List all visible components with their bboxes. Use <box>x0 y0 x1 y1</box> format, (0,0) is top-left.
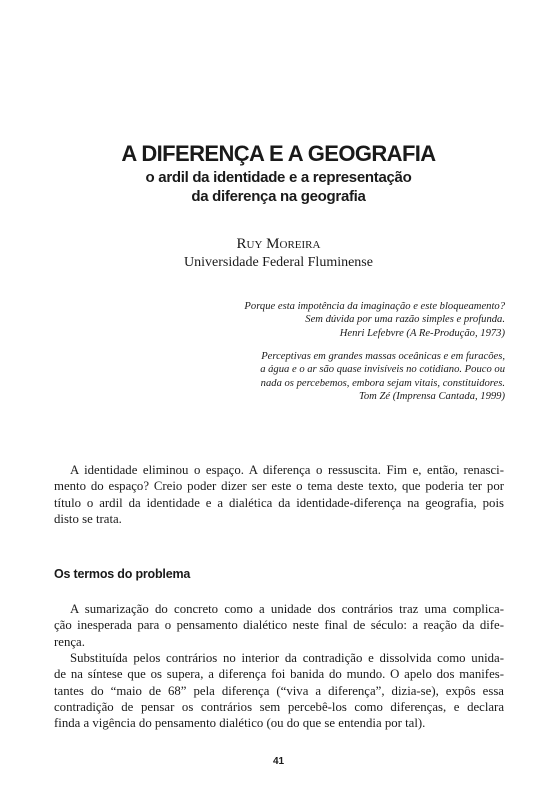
paragraph-line: mento do espaço? Creio poder dizer ser este o tema deste texto, que poderia ter por <box>54 479 504 494</box>
article-subtitle <box>0 168 557 206</box>
paragraph-line: ção inesperada para o pensamento dialético neste final de século: a reação da dife- <box>54 618 504 633</box>
paragraph-line: título o ardil da identidade e a dialética da identidade-diferença na geografia, pois <box>54 495 504 510</box>
paragraph-line: tantes do “maio de 68” pela diferença (“viva a diferença”, dizia-se), expôs essa <box>54 683 504 698</box>
subtitle-line: da diferença na geografia <box>191 188 366 205</box>
page-number: 41 <box>272 756 285 767</box>
intro-paragraph <box>54 462 504 527</box>
section-paragraph <box>54 601 504 650</box>
paragraph-line: A identidade eliminou o espaço. A diferença o ressuscita. Fim e, então, renasci- <box>70 463 504 477</box>
paragraph-line: Substituída pelos contrários no interior da contradição e dissolvida como unida- <box>70 651 504 665</box>
section-paragraph <box>54 650 504 731</box>
section-heading: Os termos do problema <box>54 567 191 581</box>
article-title: A DIFERENÇA E A GEOGRAFIA <box>121 141 436 166</box>
author-affiliation: Universidade Federal Fluminense <box>184 255 373 270</box>
epigraph-line: a água e o ar são quase invisíveis no cotidiano. Pouco ou <box>260 364 505 376</box>
paragraph-line: contradição de pensar os contrários sem percebê-los como diferenças, e declara <box>54 699 504 714</box>
author-name: Ruy Moreira <box>236 236 321 252</box>
epigraph-lefebvre <box>205 300 505 340</box>
epigraph-tom-ze <box>205 350 505 404</box>
paragraph-line: finda a vigência do pensamento dialético (ou do que se entendia por tal). <box>54 716 426 731</box>
paragraph-line: A sumarização do concreto como a unidade dos contrários traz uma complica- <box>70 602 504 616</box>
subtitle-line: o ardil da identidade e a representação <box>145 169 412 186</box>
epigraph-source: Henri Lefebvre (A Re-Produção, 1973) <box>339 327 505 339</box>
epigraph-line: nada os percebemos, embora sejam vitais, constituidores. <box>260 377 505 389</box>
paragraph-line: de na síntese que os supera, a diferença foi banida do mundo. O apelo dos manifes- <box>54 667 504 682</box>
epigraph-line: Sem dúvida por uma razão simples e profunda. <box>305 314 505 326</box>
paragraph-line: disto se trata. <box>54 511 122 526</box>
epigraph-line: Perceptivas em grandes massas oceânicas e em furacões, <box>261 351 505 362</box>
epigraph-line: Porque esta impotência da imaginação e este bloqueamento? <box>244 301 505 312</box>
paragraph-line: rença. <box>54 634 85 649</box>
epigraph-source: Tom Zé (Imprensa Cantada, 1999) <box>358 391 505 403</box>
